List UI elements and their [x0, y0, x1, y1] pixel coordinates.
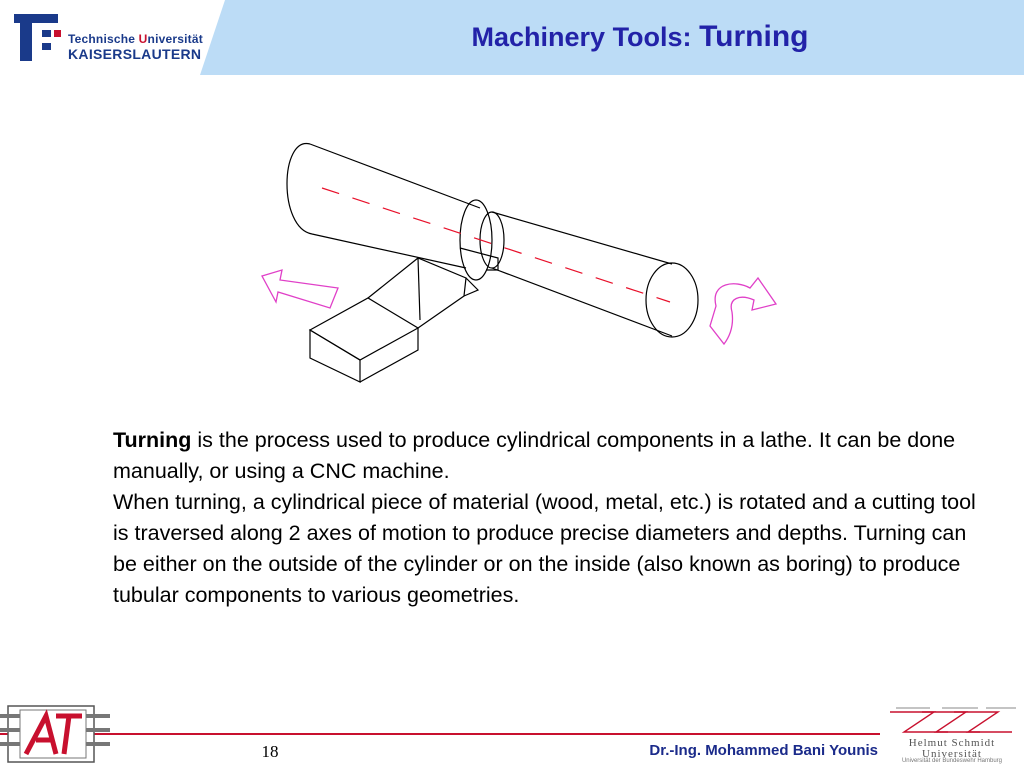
feed-direction-arrow-icon	[262, 270, 338, 308]
hsu-logo	[882, 704, 1022, 766]
workpiece-bottom-edge	[312, 234, 466, 268]
definition-sentence: is the process used to produce cylindrical components in a lathe. It can be done manually, or using a CNC machine.	[113, 428, 956, 483]
slide-title-main: Turning	[699, 20, 809, 53]
page-number: 18	[261, 742, 279, 761]
university-name-line2: KAISERSLAUTERN	[68, 46, 202, 62]
workpiece-top-edge	[310, 144, 480, 208]
turning-illustration	[240, 130, 800, 390]
small-cylinder-bottom-edge	[492, 268, 672, 336]
tool-body	[368, 258, 466, 328]
hsu-subtitle: Universität der Bundeswehr Hamburg	[901, 758, 1003, 764]
defined-term: Turning	[113, 428, 192, 452]
tool-insert	[460, 248, 498, 270]
university-logo	[12, 8, 202, 66]
hsu-logo-mark-icon	[882, 704, 1022, 738]
body-text	[113, 425, 993, 611]
author-name: Dr.-Ing. Mohammed Bani Younis	[649, 742, 878, 759]
tu-logo-mark-icon	[12, 10, 64, 64]
slide-title-prefix: Machinery Tools:	[471, 22, 700, 52]
tool-edge	[418, 258, 420, 320]
university-name-line1: Technische Universität	[68, 32, 203, 46]
small-cylinder-end-cap	[646, 263, 698, 337]
tool-shank-front	[310, 330, 360, 382]
workpiece-shoulder	[460, 200, 492, 280]
footer-rule	[0, 733, 880, 735]
description-paragraph: When turning, a cylindrical piece of material (wood, metal, etc.) is rotated and a cutting tool is traversed along 2 axes of motion to produce precise diameters and depths. Turning can be either on the outside of the cylinder or on the inside (also known as boring) to produce tubular components to various geometries.	[113, 490, 976, 607]
slide-title	[420, 20, 860, 54]
center-axis-line	[322, 188, 670, 302]
at-logo-icon	[0, 700, 110, 766]
rotation-direction-arrow-icon	[710, 278, 776, 344]
small-cylinder-top-edge	[492, 212, 672, 264]
definition-paragraph	[113, 425, 993, 487]
workpiece-left-cap	[287, 144, 312, 234]
hsu-name: Helmut Schmidt Universität	[908, 737, 996, 760]
turning-illustration-svg	[240, 130, 800, 390]
